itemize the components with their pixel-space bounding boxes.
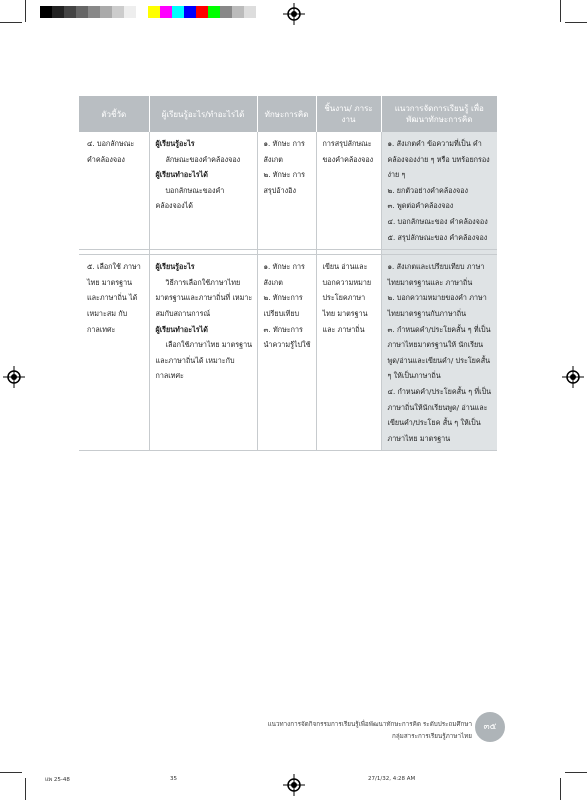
color-swatch <box>88 6 100 18</box>
do-text: บอกลักษณะของคำ คล้องจองได้ <box>155 185 225 211</box>
do-title: ผู้เรียนทำอะไรได้ <box>155 324 208 334</box>
know-text: วิธีการเลือกใช้ภาษาไทย มาตรฐานและภาษาถิ่นที่ เหมาะสมกับสถานการณ์ <box>155 277 253 318</box>
registration-mark-icon <box>562 366 584 388</box>
slug-page: 35 <box>170 776 177 782</box>
header-thinking-skills: ทักษะการคิด <box>257 96 316 132</box>
crop-mark <box>0 772 22 773</box>
color-swatch <box>208 6 220 18</box>
color-swatch <box>100 6 112 18</box>
skill-item: ๒. ทักษะ การสรุปอ้างอิง <box>263 170 306 195</box>
header-indicator: ตัวชี้วัด <box>79 96 149 132</box>
skill-item: ๒. ทักษะการ เปรียบเทียบ <box>263 293 303 318</box>
step-item: ๑. สังเกตและเปรียบเทียบ ภาษาไทยมาตรฐานและ ภาษาถิ่น <box>387 262 485 287</box>
indicator-cell: ๔. บอกลักษณะ คำคล้องจอง <box>79 132 149 250</box>
footer-book-title: แนวทางการจัดกิจกรรมการเรียนรู้เพื่อพัฒนาทักษะการคิด ระดับประถมศึกษา <box>267 721 472 728</box>
do-title: ผู้เรียนทำอะไรได้ <box>155 170 208 180</box>
step-item: ๓. พูดต่อคำคล้องจอง <box>387 201 454 211</box>
color-swatch <box>40 6 52 18</box>
color-swatch <box>244 6 256 18</box>
crop-mark <box>560 0 561 22</box>
step-item: ๒. บอกความหมายของคำ ภาษาไทยมาตรฐานกับภาษาถิ่น <box>387 293 487 318</box>
color-swatch <box>64 6 76 18</box>
crop-mark <box>0 22 22 23</box>
steps-cell <box>381 132 497 250</box>
skills-cell <box>257 132 316 250</box>
table-row <box>79 132 497 250</box>
header-teaching-approach: แนวการจัดการเรียนรู้ เพื่อพัฒนาทักษะการคิด <box>381 96 497 132</box>
color-swatch <box>160 6 172 18</box>
footer-subject: กลุ่มสาระการเรียนรู้ภาษาไทย <box>392 733 472 740</box>
table-header-row <box>79 96 497 132</box>
do-text: เลือกใช้ภาษาไทย มาตรฐานและภาษาถิ่นได้ เหมาะกับกาลเทศะ <box>155 340 253 381</box>
know-title: ผู้เรียนรู้อะไร <box>155 139 195 148</box>
step-item: ๔. บอกลักษณะของ คำคล้องจอง <box>387 216 488 226</box>
registration-mark-icon <box>283 3 305 25</box>
color-calibration-bar <box>40 6 256 18</box>
page-number-badge: ๓๕ <box>475 712 505 742</box>
crop-mark <box>25 0 26 22</box>
learning-cell <box>149 132 257 250</box>
registration-mark-icon <box>3 366 25 388</box>
color-swatch <box>232 6 244 18</box>
crop-mark <box>25 778 26 800</box>
workpiece-cell: เขียน อ่านและ บอกความหมาย ประโยคภาษาไทย มาตรฐานและ ภาษาถิ่น <box>316 255 381 451</box>
step-item: ๔. กำหนดคำ/ประโยคสั้น ๆ ที่เป็นภาษาถิ่นให้นักเรียนพูด/ อ่านและเขียนคำ/ประโยค สั้น ๆ ให้เป็นภาษาไทย มาตรฐาน <box>387 386 492 443</box>
step-item: ๒. ยกตัวอย่างคำคล้องจอง <box>387 185 469 195</box>
know-text: ลักษณะของคำคล้องจอง <box>165 154 241 164</box>
workpiece-cell: การสรุปลักษณะ ของคำคล้องจอง <box>316 132 381 250</box>
crop-mark <box>560 778 561 800</box>
steps-cell <box>381 255 497 451</box>
color-swatch <box>52 6 64 18</box>
slug-file: แพ 25-48 <box>45 777 70 783</box>
color-swatch <box>76 6 88 18</box>
step-item: ๑. สังเกตคำ ข้อความที่เป็น คำคล้องจองง่าย ๆ หรือ บทร้อยกรองง่าย ๆ <box>387 139 490 180</box>
learning-plan-table <box>79 96 497 451</box>
color-swatch <box>112 6 124 18</box>
skill-item: ๑. ทักษะ การสังเกต <box>263 139 305 164</box>
color-swatch <box>220 6 232 18</box>
crop-mark <box>565 772 587 773</box>
indicator-cell: ๕. เลือกใช้ ภาษาไทย มาตรฐาน และภาษาถิ่น ได้เหมาะสม กับกาลเทศะ <box>79 255 149 451</box>
skill-item: ๑. ทักษะ การสังเกต <box>263 262 305 287</box>
crop-mark <box>565 22 587 23</box>
color-swatch <box>172 6 184 18</box>
color-swatch <box>184 6 196 18</box>
color-swatch <box>196 6 208 18</box>
color-swatch <box>124 6 136 18</box>
color-swatch <box>136 6 148 18</box>
header-workpiece: ชิ้นงาน/ ภาระงาน <box>316 96 381 132</box>
header-learning: ผู้เรียนรู้อะไร/ทำอะไรได้ <box>149 96 257 132</box>
know-title: ผู้เรียนรู้อะไร <box>155 262 195 272</box>
table-row <box>79 255 497 451</box>
step-item: ๓. กำหนดคำ/ประโยคสั้น ๆ ที่เป็นภาษาไทยมาตรฐานให้ นักเรียนพูด/อ่านและเขียนคำ/ ประโยคสั้น ๆ ให้เป็นภาษาถิ่น <box>387 324 491 381</box>
registration-mark-icon <box>283 774 305 796</box>
color-swatch <box>148 6 160 18</box>
learning-cell <box>149 255 257 451</box>
slug-timestamp: 27/1/32, 4:28 AM <box>368 776 416 782</box>
skills-cell <box>257 255 316 451</box>
step-item: ๕. สรุปลักษณะของ คำคล้องจอง <box>387 232 488 242</box>
skill-item: ๓. ทักษะการ นำความรู้ไปใช้ <box>263 324 311 350</box>
